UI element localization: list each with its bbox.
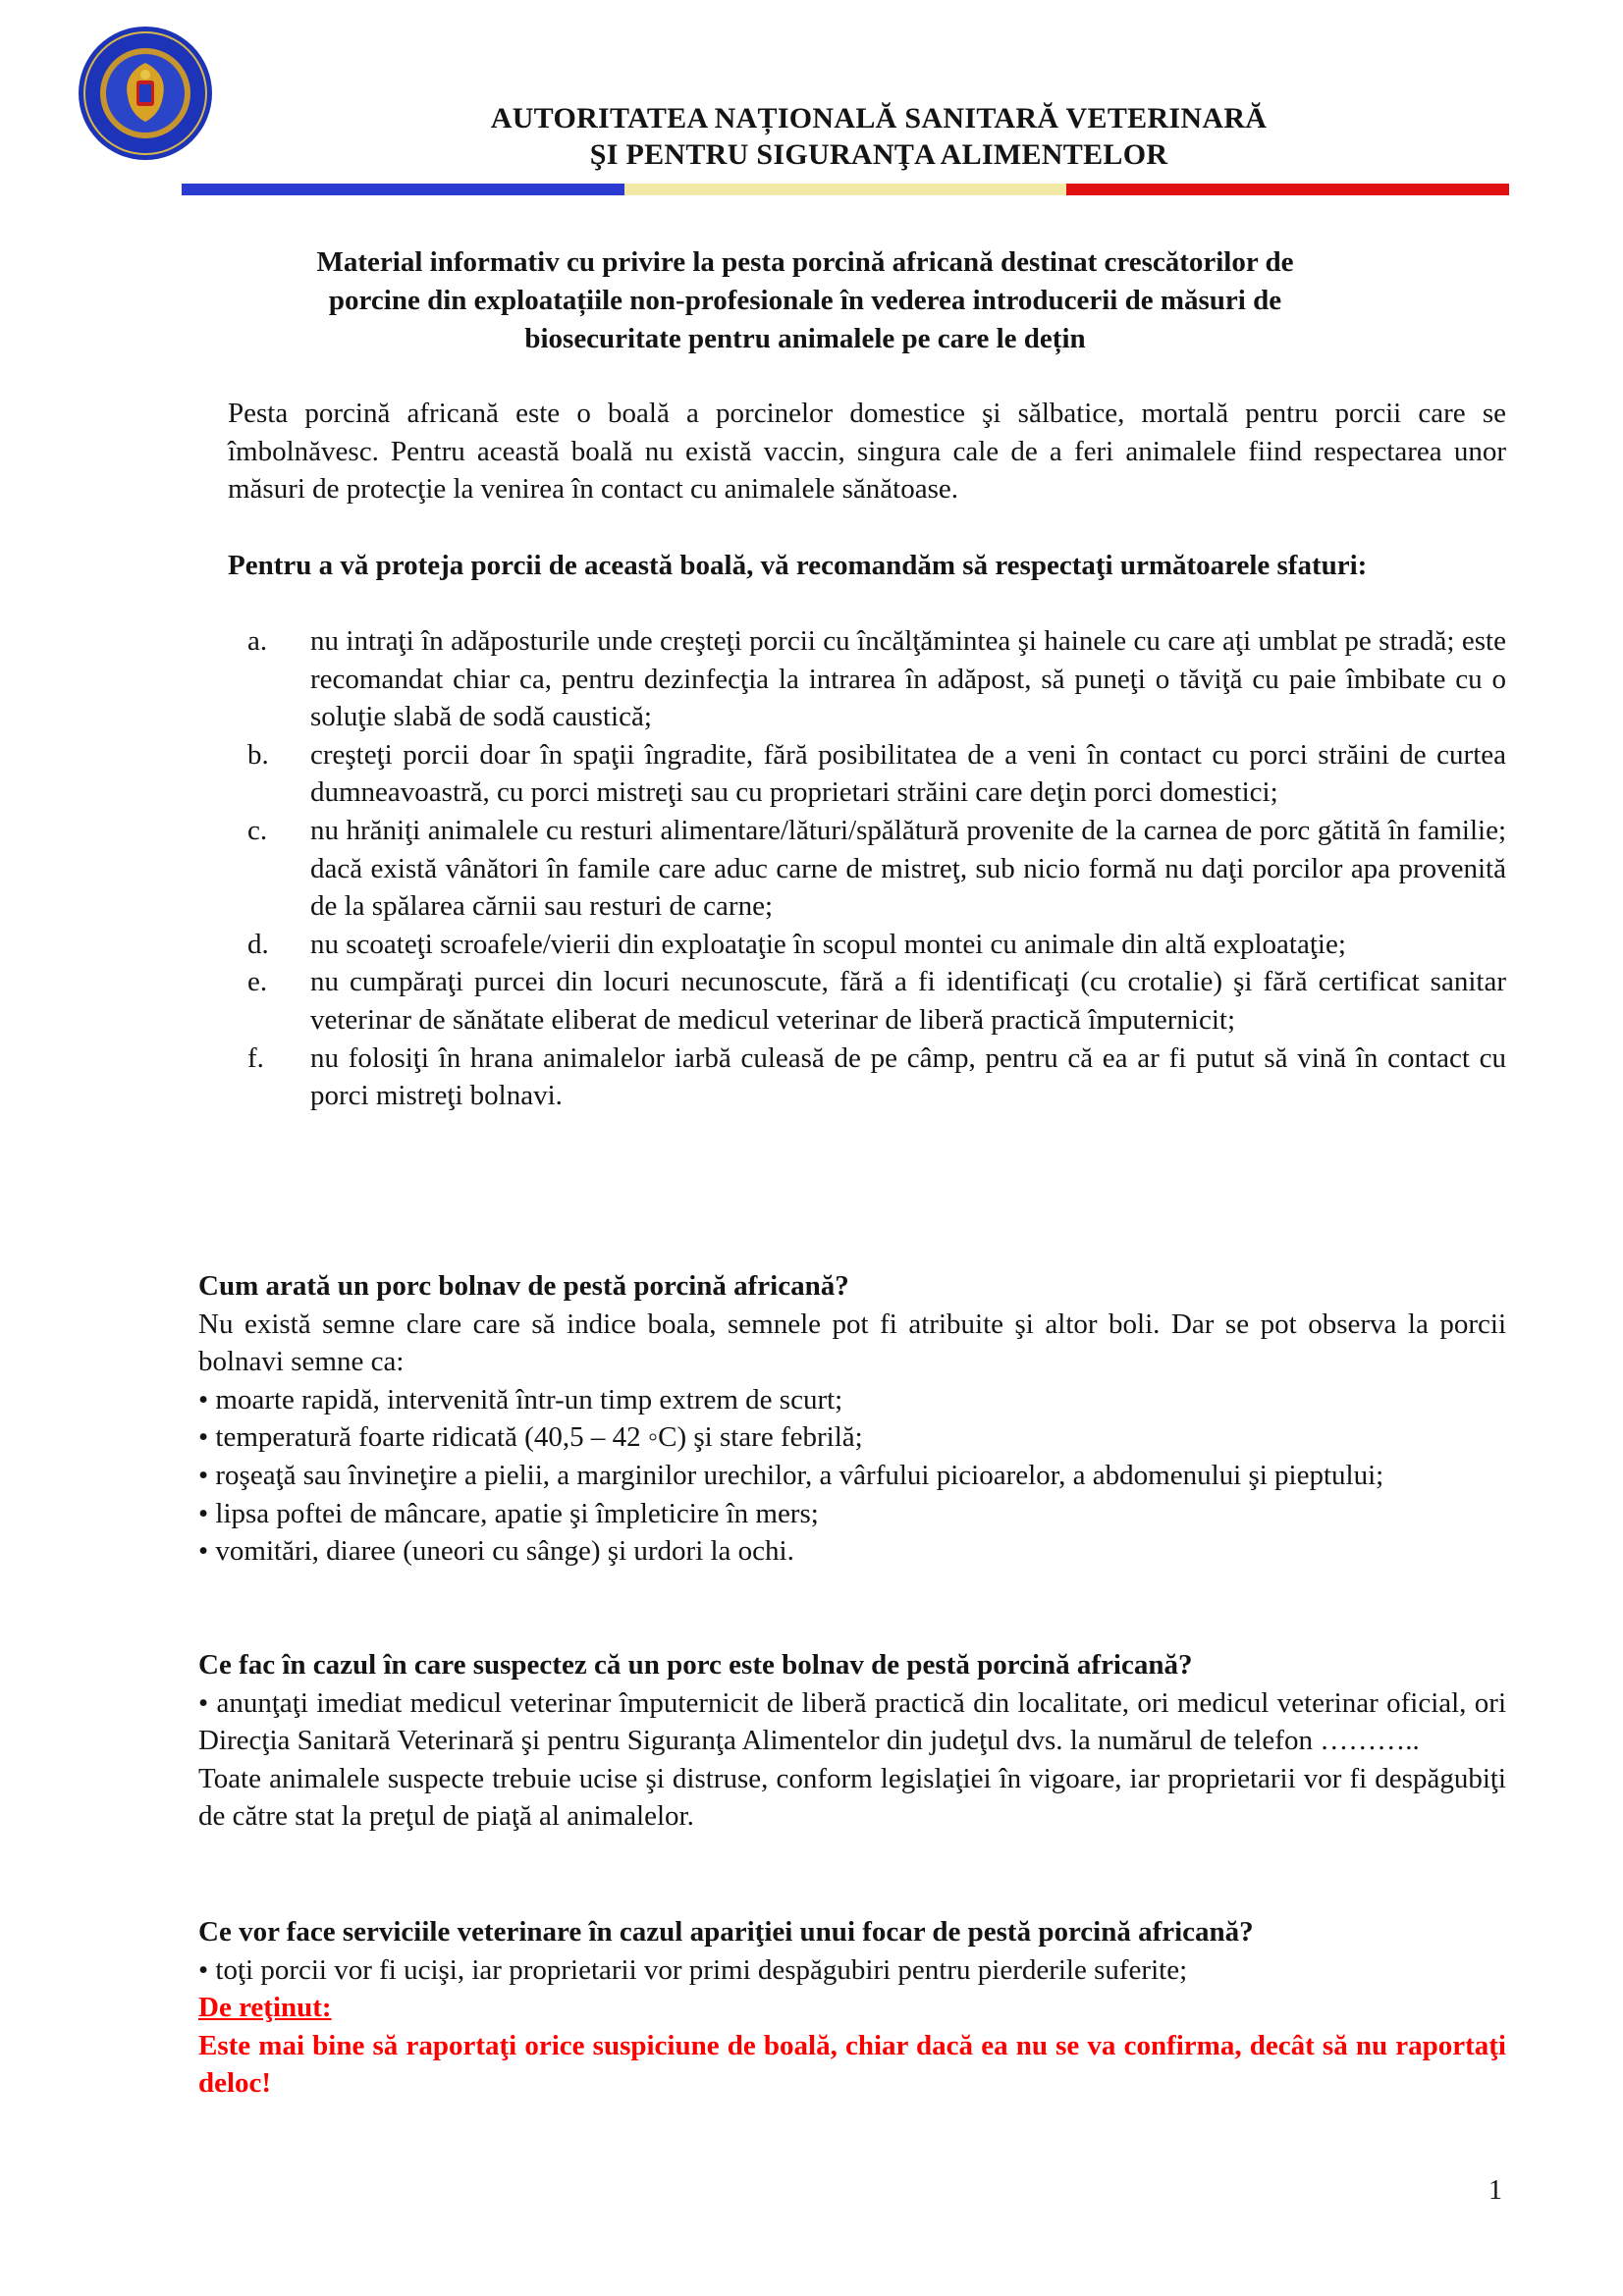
symptoms-intro: Nu există semne clare care să indice boala, semnele pot fi atribuite şi altor boli. Dar se pot observa la porcii bolnavi semne ca: xyxy=(198,1308,1506,1378)
outbreak-section xyxy=(198,1913,1506,2103)
rule-segment-yellow xyxy=(624,184,1067,195)
bullet-item: • roşeaţă sau învineţire a pielii, a marginilor urechilor, a vârfului picioarelor, a abdomenului şi pieptului; xyxy=(198,1459,1384,1491)
bullet-item: • lipsa poftei de mâncare, apatie şi împleticire în mers; xyxy=(198,1497,819,1529)
list-item-text: nu cumpăraţi purcei din locuri necunoscute, fără a fi identificaţi (cu crotalie) şi fără certificat sanitar veterinar de sănătate eliberat de medicul veterinar de liberă practică împuternicit; xyxy=(310,966,1506,1036)
note-text: Este mai bine să raportaţi orice suspiciune de boală, chiar dacă ea nu se va confirma, decât să nu raportaţi deloc! xyxy=(198,2029,1506,2100)
list-item-text: nu scoateţi scroafele/vierii din exploataţie în scopul montei cu animale din altă exploataţie; xyxy=(310,928,1346,960)
list-item xyxy=(228,926,1506,964)
org-name-line-1: AUTORITATEA NAȚIONALĂ SANITARĂ VETERINARĂ xyxy=(490,102,1268,134)
org-name-line-2: ŞI PENTRU SIGURANŢA ALIMENTELOR xyxy=(589,138,1168,171)
page-number: 1 xyxy=(1488,2175,1502,2206)
bullet-item: • vomitări, diaree (uneori cu sânge) şi urdori la ochi. xyxy=(198,1535,794,1568)
list-item-text: nu hrăniţi animalele cu resturi alimentare/lături/spălătură provenite de la carnea de porc gătită în familie; dacă există vânători în famile care aduc carne de mistreţ, sub nicio formă nu daţi porcilor apa provenită de la spălarea cărnii sau resturi de carne; xyxy=(310,814,1506,923)
bullet-item: • toţi porcii vor fi ucişi, iar proprietarii vor primi despăgubiri pentru pierderile suferite; xyxy=(198,1953,1188,1986)
suspicion-text: Toate animalele suspecte trebuie ucise şi distruse, conform legislaţiei în vigoare, iar proprietarii vor fi despăgubiţi de către stat la preţul de piaţă al animalelor. xyxy=(198,1762,1506,1833)
note-label: De reţinut: xyxy=(198,1992,332,2024)
symptoms-section xyxy=(198,1267,1506,1571)
list-item xyxy=(228,812,1506,926)
list-item xyxy=(228,963,1506,1039)
recommendations-list xyxy=(228,622,1506,1115)
outbreak-heading: Ce vor face serviciile veterinare în cazul apariţiei unui focar de pestă porcină africană? xyxy=(198,1916,1254,1948)
tricolor-rule xyxy=(182,184,1509,195)
list-marker: b. xyxy=(247,738,269,771)
suspicion-heading: Ce fac în cazul în care suspectez că un porc este bolnav de pestă porcină africană? xyxy=(198,1649,1193,1681)
list-item xyxy=(228,1040,1506,1115)
list-item-text: nu intraţi în adăposturile unde creşteţi porcii cu încălţămintea şi hainele cu care aţi umblat pe stradă; este recomandat chiar ca, pentru dezinfecţia la intrarea în adăpost, să puneţi o tăviţă cu paie îmbibate cu o soluţie slabă de sodă caustică; xyxy=(310,625,1506,733)
list-item xyxy=(228,622,1506,736)
list-item xyxy=(228,736,1506,812)
intro-paragraph: Pesta porcină africană este o boală a porcinelor domestice şi sălbatice, mortală pentru porcii care se îmbolnăvesc. Pentru această boală nu există vaccin, singura cale de a feri animalele fiind respectarea unor măsuri de protecţie la venirea în contact cu animalele sănătoase. xyxy=(228,398,1506,506)
list-item-text: creşteţi porcii doar în spaţii îngradite, fără posibilitatea de a veni în contact cu porci străini de curtea dumneavoastră, cu porci mistreţi sau cu proprietari străini care deţin porci domestici; xyxy=(310,738,1506,809)
suspicion-section xyxy=(198,1646,1506,1836)
bullet-item: • anunţaţi imediat medicul veterinar împuternicit de liberă practică din localitate, ori medicul veterinar oficial, ori Direcţia Sanitară Veterinară şi pentru Siguranţa Alimentelor din judeţul dvs. la numărul de telefon ……….. xyxy=(198,1686,1506,1757)
rule-segment-blue xyxy=(182,184,624,195)
list-marker: d. xyxy=(247,928,269,960)
bullet-item: • temperatură foarte ridicată (40,5 – 42 ◦C) şi stare febrilă; xyxy=(198,1421,863,1454)
list-marker: a. xyxy=(247,625,268,657)
symptoms-heading: Cum arată un porc bolnav de pestă porcină africană? xyxy=(198,1270,849,1302)
list-item-text: nu folosiţi în hrana animalelor iarbă culeasă de pe câmp, pentru că ea ar fi putut să vină în contact cu porci mistreţi bolnavi. xyxy=(310,1041,1506,1112)
list-marker: c. xyxy=(247,814,268,846)
bullet-item: • moarte rapidă, intervenită într-un timp extrem de scurt; xyxy=(198,1383,843,1415)
recommendations-heading: Pentru a vă proteja porcii de această boală, vă recomandăm să respectaţi următoarele sfaturi: xyxy=(228,550,1368,581)
rule-segment-red xyxy=(1066,184,1509,195)
list-marker: f. xyxy=(247,1041,264,1074)
list-marker: e. xyxy=(247,966,268,998)
document-title: Material informativ cu privire la pesta porcină africană destinat crescătorilor de porcine din exploatațiile non-profesionale în vederea introducerii de măsuri de biosecuritate pentru animalele pe care le dețin xyxy=(316,246,1294,354)
